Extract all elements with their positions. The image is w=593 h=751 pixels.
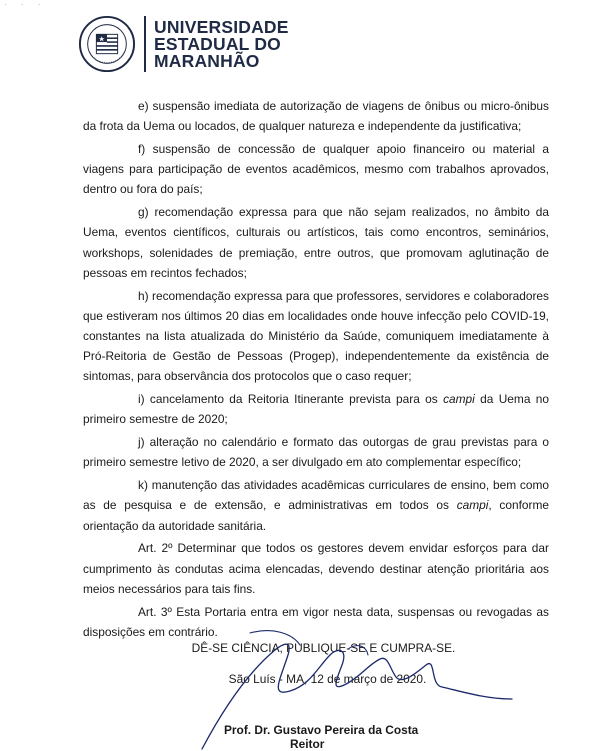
item-h: h) recomendação expressa para que professores, servidores e colaboradores que estiveram nos últimos 20 dias em localidades onde houve infecção pelo COVID-19, constantes na lista atualizada do Ministério da Saúde, comuniquem imediatamente à Pró-Reitoria de Gestão de Pessoas (Progep), independentemente da existência de sintomas, para observância dos protocolos que o caso requer; (83, 288, 549, 384)
item-i-pre: i) cancelamento da Reitoria Itinerante prevista para os (138, 392, 444, 407)
institution-line-3: MARANHÃO (154, 50, 260, 71)
item-k (83, 475, 549, 536)
institution-line-1: UNIVERSIDADE (154, 16, 289, 37)
institution-name (154, 16, 289, 71)
signatory-name: Prof. Dr. Gustavo Pereira da Costa (224, 723, 419, 737)
letterhead (78, 10, 289, 78)
item-k-emphasis: campi (456, 498, 489, 513)
document-body (83, 96, 549, 645)
university-seal-icon (78, 15, 136, 73)
place-and-date: São Luís - MA, 12 de março de 2020. (228, 672, 427, 686)
article-2: Art. 2º Determinar que todos os gestores devem envidar esforços para dar cumprimento às condutas acima elencadas, devendo destinar atenção prioritária aos meios necessários para tais fins. (83, 541, 549, 596)
article-3: Art. 3º Esta Portaria entra em vigor nesta data, suspensas ou revogadas as disposições em contrário. (83, 604, 549, 639)
item-i-emphasis: campi (443, 392, 475, 407)
closing-formula: DÊ-SE CIÊNCIA, PUBLIQUE-SE E CUMPRA-SE. (191, 641, 456, 655)
letterhead-divider (144, 16, 146, 72)
item-i-post: da Uema no primeiro semestre de 2020; (83, 392, 549, 427)
item-e: e) suspensão imediata de autorização de viagens de ônibus ou micro-ônibus da frota da Uema ou locados, de qualquer natureza e independente da justificativa; (83, 99, 549, 134)
item-f: f) suspensão de concessão de qualquer apoio financeiro ou material a viagens para participação de eventos acadêmicos, mesmo com trabalhos aprovados, dentro ou fora do país; (83, 142, 549, 197)
item-g: g) recomendação expressa para que não sejam realizados, no âmbito da Uema, eventos científicos, culturais ou artísticos, tais como encontros, seminários, workshops, solenidades de premiação, entre outros, que promovam aglutinação de pessoas em recintos fechados; (83, 205, 549, 280)
scan-marks: · · · (4, 0, 47, 9)
institution-line-2: ESTADUAL DO (154, 33, 281, 54)
signatory-title: Reitor (290, 737, 325, 751)
item-j: j) alteração no calendário e formato das outorgas de grau previstas para o primeiro semestre letivo de 2020, a ser divulgado em ato complementar específico; (83, 435, 549, 470)
item-k-pre: k) manutenção das atividades acadêmicas curriculares de ensino, bem como as de pesquisa e de extensão, e administrativas em todos os (83, 478, 549, 513)
item-i (83, 389, 549, 429)
item-k-post: , conforme orientação da autoridade sanitária. (83, 498, 549, 533)
